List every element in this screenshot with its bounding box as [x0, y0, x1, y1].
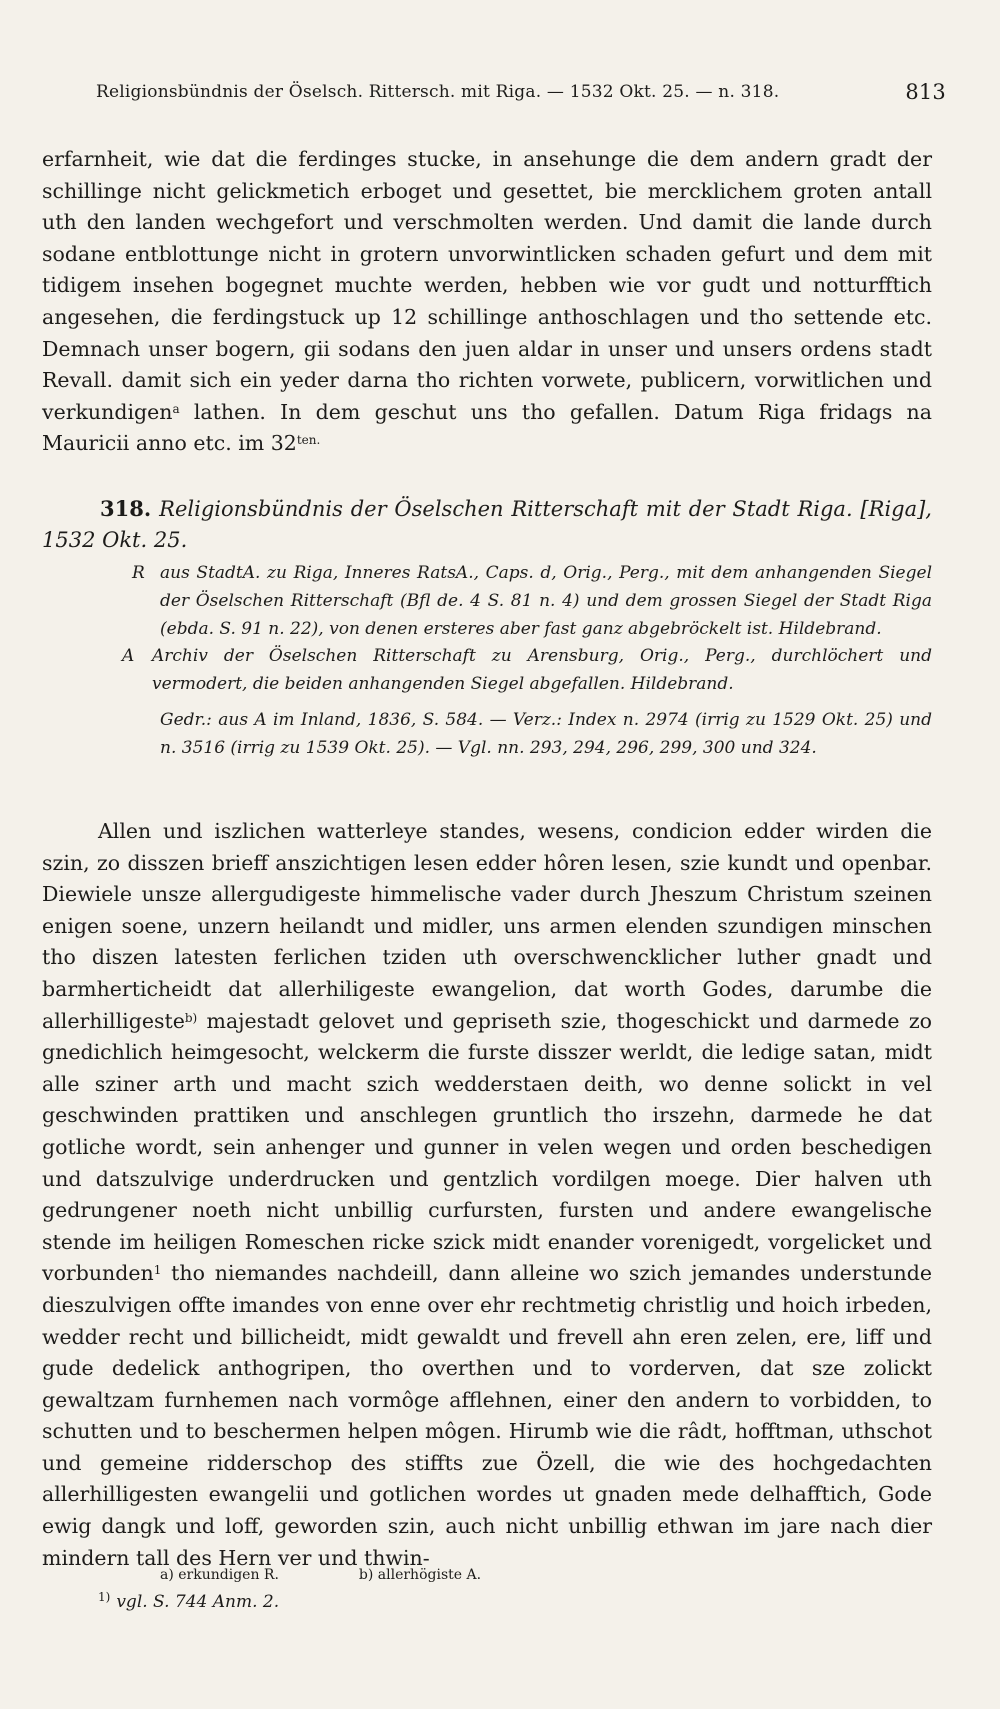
footnote-1-text: vgl. S. 744 Anm. 2. [116, 1592, 280, 1612]
running-head-title: Religionsbündnis der Öselsch. Rittersch. mit Riga. — 1532 Okt. 25. — n. 318. [96, 82, 780, 102]
footnote-mark-1: 1 [153, 1263, 162, 1278]
running-head [96, 82, 946, 102]
siglum-a: A [122, 646, 135, 667]
commentary-footnote [98, 1592, 279, 1612]
superscript-ten: ten. [296, 433, 321, 448]
preceding-body: erfarnheit, wie dat die ferdinges stucke, in ansehunge die dem andern gradt der schillinge nicht gelickmetich erboget und gesettet, bie mercklichem groten antall uth den landen wechgefort und verschmolten werden. Und damit die lande durch sodane entblottunge nicht in grotern unvorwintlicken schaden gefurt und dem mit tidigem insehen bogegnet muchte werden, hebben wie vor gudt und notturfftich angesehen, die ferdingstuck up 12 schillinge anthoschlagen und tho settende etc. Demnach unser bogern, gii sodans den juen aldar in unser und unsers ordens stadt Revall. damit sich ein yeder darna tho richten vorwete, publicern, vorwitlichen und verkundigen [42, 147, 932, 424]
source-r-text: aus StadtA. zu Riga, Inneres RatsA., Caps. d, Orig., Perg., mit dem anhangenden Siegel der Öselschen Ritterschaft (Bfl de. 4 S. 81 n. 4) und dem grossen Siegel der Stadt Riga (ebda. S. 91 n. 22), von denen ersteres aber fast ganz abgebröckelt ist. Hildebrand. [160, 563, 932, 639]
preceding-tail: lathen. In dem geschut uns tho gefallen. Datum Riga fridags na Mauricii anno etc. im 32 [42, 399, 932, 456]
critical-footnotes [160, 1563, 860, 1587]
footnote-row [160, 1563, 860, 1587]
footnote-mark-a: a [172, 401, 180, 416]
main-text-part2: majestadt gelovet und gepriseth szie, thogeschickt und darmede zo gnedichlich heimgesocht, welckerm die furste disszer werldt, die ledige satan, midt alle sziner arth und macht szich wedderstaen deith, wo denne solickt in vel geschwinden prattiken und anschlegen gruntlich tho irszehn, darmede he dat gotliche wordt, sein anhenger und gunner in velen wegen und orden beschedigen und datszulvige underdrucken und gentzlich vordilgen moege. Dier halven uth gedrungener noeth nicht unbillig curfursten, fursten und andere ewangelische stende im heiligen Romeschen ricke szick midt enander vorenigedt, vorgelicket und vorbunden [42, 1008, 932, 1286]
footnote-b: b) allerhögiste A. [358, 1567, 482, 1583]
footnote-mark-b: b) [184, 1010, 198, 1025]
document-title: Religionsbündnis der Öselschen Ritterschaft mit der Stadt Riga. [Riga], 1532 Okt. 25. [42, 497, 932, 552]
print-references: Gedr.: aus A im Inland, 1836, S. 584. — Verz.: Index n. 2974 (irrig zu 1529 Okt. 25) und n. 3516 (irrig zu 1539 Okt. 25). — Vgl. nn. 293, 294, 296, 299, 300 und 324. [160, 709, 932, 758]
preceding-paragraph [42, 144, 932, 460]
source-a-text: Archiv der Öselschen Ritterschaft zu Arensburg, Orig., Perg., durchlöchert und vermodert, die beiden anhangenden Siegel abgefallen. Hildebrand. [152, 646, 932, 695]
document-number: 318. [100, 496, 152, 521]
preceding-document-text [42, 144, 932, 460]
source-entry-a [122, 643, 932, 699]
main-text-part3: tho niemandes nachdeill, dann alleine wo szich jemandes understunde dieszulvigen offte imandes von enne over ehr rechtmetig christlig und hoich irbeden, wedder recht und billicheidt, midt gewaldt und frevell ahn eren zelen, ere, liff und gude dedelick anthogripen, tho overthen und to vorderven, dat sze zolickt gewaltzam furnhemen nach vormôge afflehnen, einer den andern to vorbidden, to schutten und to beschermen helpen môgen. Hirumb wie die râdt, hofftman, uthschot und gemeine ridderschop des stiffts zue Özell, die wie des hochgedachten allerhilligesten ewangelii und gotlichen wordes ut gnaden mede delhafftich, Gode ewig dangk und loff, geworden szin, auch nicht unbillig ethwan im jare nach dier mindern tall des Hern ver und thwin- [42, 1261, 932, 1570]
page-number: 813 [905, 80, 946, 104]
footnote-1-mark: 1) [98, 1590, 111, 1604]
siglum-r: R [132, 563, 145, 583]
source-apparatus [122, 560, 932, 763]
main-document-text [42, 816, 932, 1574]
main-paragraph [42, 816, 932, 1574]
source-entry-r [132, 560, 932, 643]
main-text-part1: Allen und iszlichen watterleye standes, wesens, condicion edder wirden die szin, zo disszen brieff anszichtigen lesen edder hôren lesen, szie kundt und openbar. Diewiele unsze allergudigeste himmelische vader durch Jheszum Christum szeinen enigen soene, unzern heilandt und midler, uns armen elenden szundigen minschen tho diszen latesten ferlichen tziden uth overschwencklicher luther gnadt und barmherticheidt dat allerhiligeste ewangelion, dat worth Godes, darumbe die allerhilligeste [42, 819, 932, 1033]
document-heading [42, 493, 932, 556]
footnote-a: a) erkundigen R. [160, 1567, 279, 1583]
